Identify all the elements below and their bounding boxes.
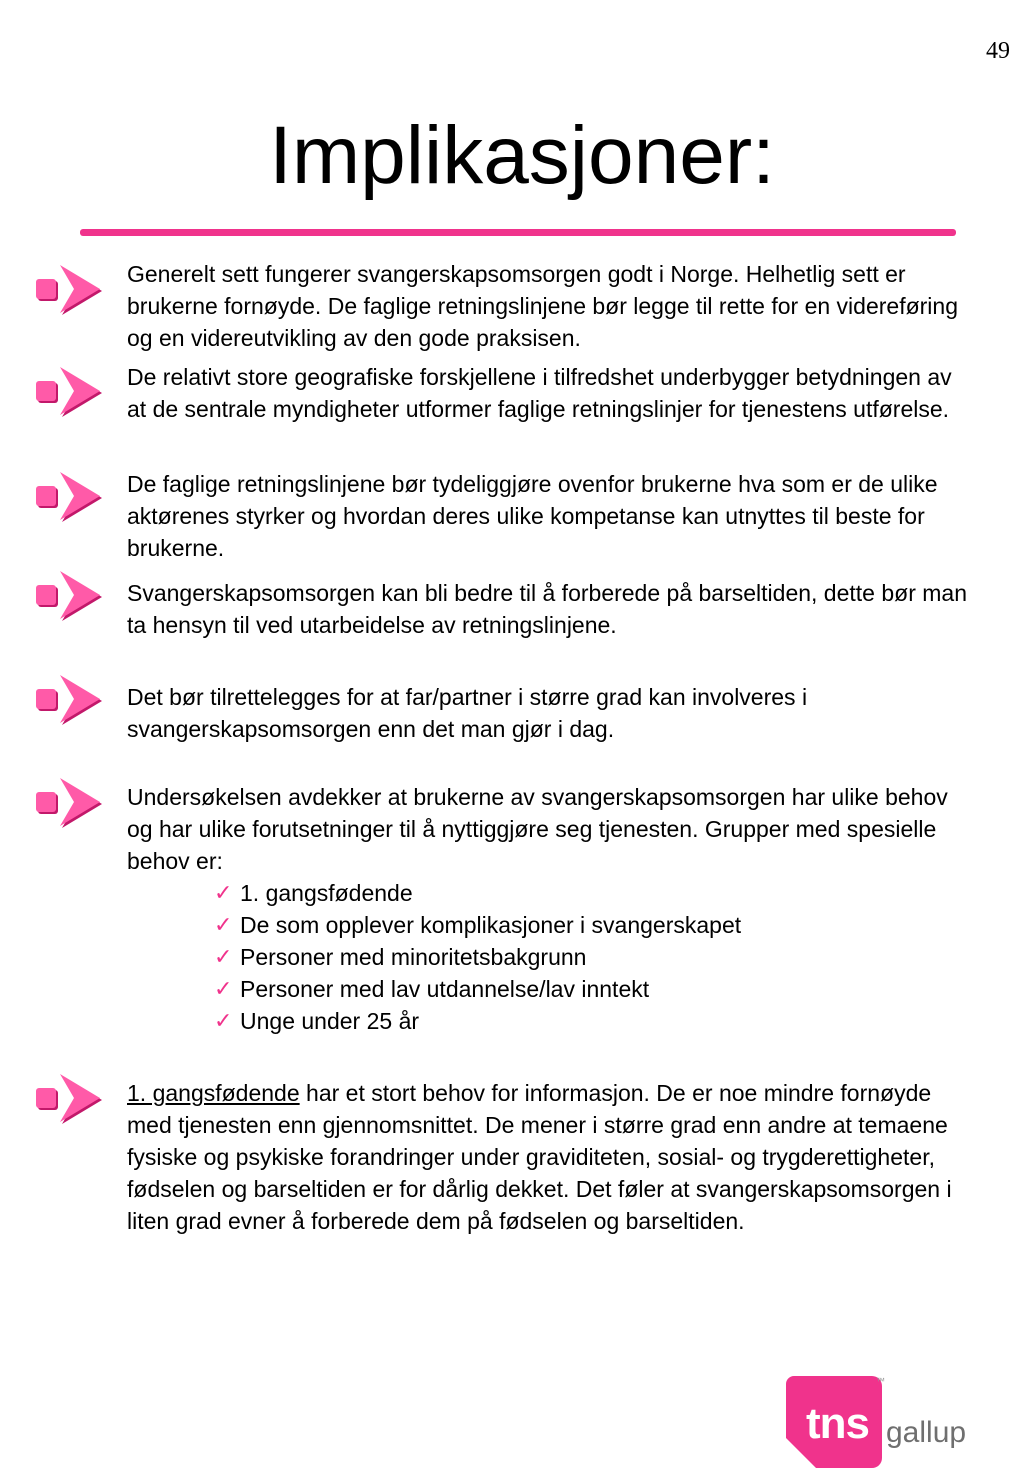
paragraph-6: Undersøkelsen avdekker at brukerne av svangerskapsomsorgen har ulike behov og har ulike forutsetninger til å nyttiggjøre seg tjenesten. Grupper med spesielle behov er: bbox=[127, 784, 948, 874]
title-divider bbox=[80, 229, 956, 236]
pink-arrow-icon bbox=[34, 775, 106, 829]
pink-arrow-icon bbox=[34, 469, 106, 523]
page-title: Implikasjoner: bbox=[269, 110, 775, 201]
logo-mark: tns bbox=[806, 1399, 869, 1448]
paragraph-7: 1. gangsfødende har et stort behov for informasjon. De er noe mindre fornøyde med tjenesten enn gjennomsnittet. De mener i større grad enn andre at temaene fysiske og psykiske forandringer under graviditeten, sosial- og trygderettigheter, fødselen og barseltiden er for dårlig dekket. Det føler at svangerskapsomsorgen i liten grad evner å forberede dem på fødselen og barseltiden. bbox=[127, 1080, 952, 1234]
pink-arrow-icon bbox=[34, 262, 106, 316]
tns-gallup-logo bbox=[786, 1376, 966, 1468]
checkmark-icon: ✓ bbox=[214, 976, 233, 1001]
checkmark-icon: ✓ bbox=[214, 880, 233, 905]
paragraph-5: Det bør tilrettelegges for at far/partner i større grad kan involveres i svangerskapsomsorgen enn det man gjør i dag. bbox=[127, 684, 808, 742]
trademark-symbol: ™ bbox=[876, 1376, 885, 1386]
list-item: ✓ De som opplever komplikasjoner i svangerskapet bbox=[214, 909, 741, 941]
pink-arrow-icon bbox=[34, 1071, 106, 1125]
logo-wordmark: gallup bbox=[886, 1416, 967, 1449]
pink-arrow-icon bbox=[34, 672, 106, 726]
paragraph-4: Svangerskapsomsorgen kan bli bedre til å forberede på barseltiden, dette bør man ta hensyn til ved utarbeidelse av retningslinjene. bbox=[127, 580, 967, 638]
list-item: ✓ 1. gangsfødende bbox=[214, 877, 741, 909]
list-item: ✓ Unge under 25 år bbox=[214, 1005, 741, 1037]
checkmark-icon: ✓ bbox=[214, 944, 233, 969]
paragraph-1: Generelt sett fungerer svangerskapsomsorgen godt i Norge. Helhetlig sett er brukerne fornøyde. De faglige retningslinjene bør legge til rette for en videreføring og en videreutvikling av den gode praksisen. bbox=[127, 261, 958, 351]
checkmark-icon: ✓ bbox=[214, 1008, 233, 1033]
pink-arrow-icon bbox=[34, 568, 106, 622]
checkmark-icon: ✓ bbox=[214, 912, 233, 937]
pink-arrow-icon bbox=[34, 364, 106, 418]
special-needs-list bbox=[214, 877, 741, 1037]
page-number: 49 bbox=[986, 38, 1010, 64]
paragraph-2: De relativt store geografiske forskjellene i tilfredshet underbygger betydningen av at de sentrale myndigheter utformer faglige retningslinjer for tjenestens utførelse. bbox=[127, 364, 952, 422]
paragraph-3: De faglige retningslinjene bør tydeliggjøre ovenfor brukerne hva som er de ulike aktørenes styrker og hvordan deres ulike kompetanse kan utnyttes til beste for brukerne. bbox=[127, 471, 938, 561]
list-item: ✓ Personer med lav utdannelse/lav inntekt bbox=[214, 973, 741, 1005]
underlined-term: 1. gangsfødende bbox=[127, 1080, 300, 1106]
list-item: ✓ Personer med minoritetsbakgrunn bbox=[214, 941, 741, 973]
